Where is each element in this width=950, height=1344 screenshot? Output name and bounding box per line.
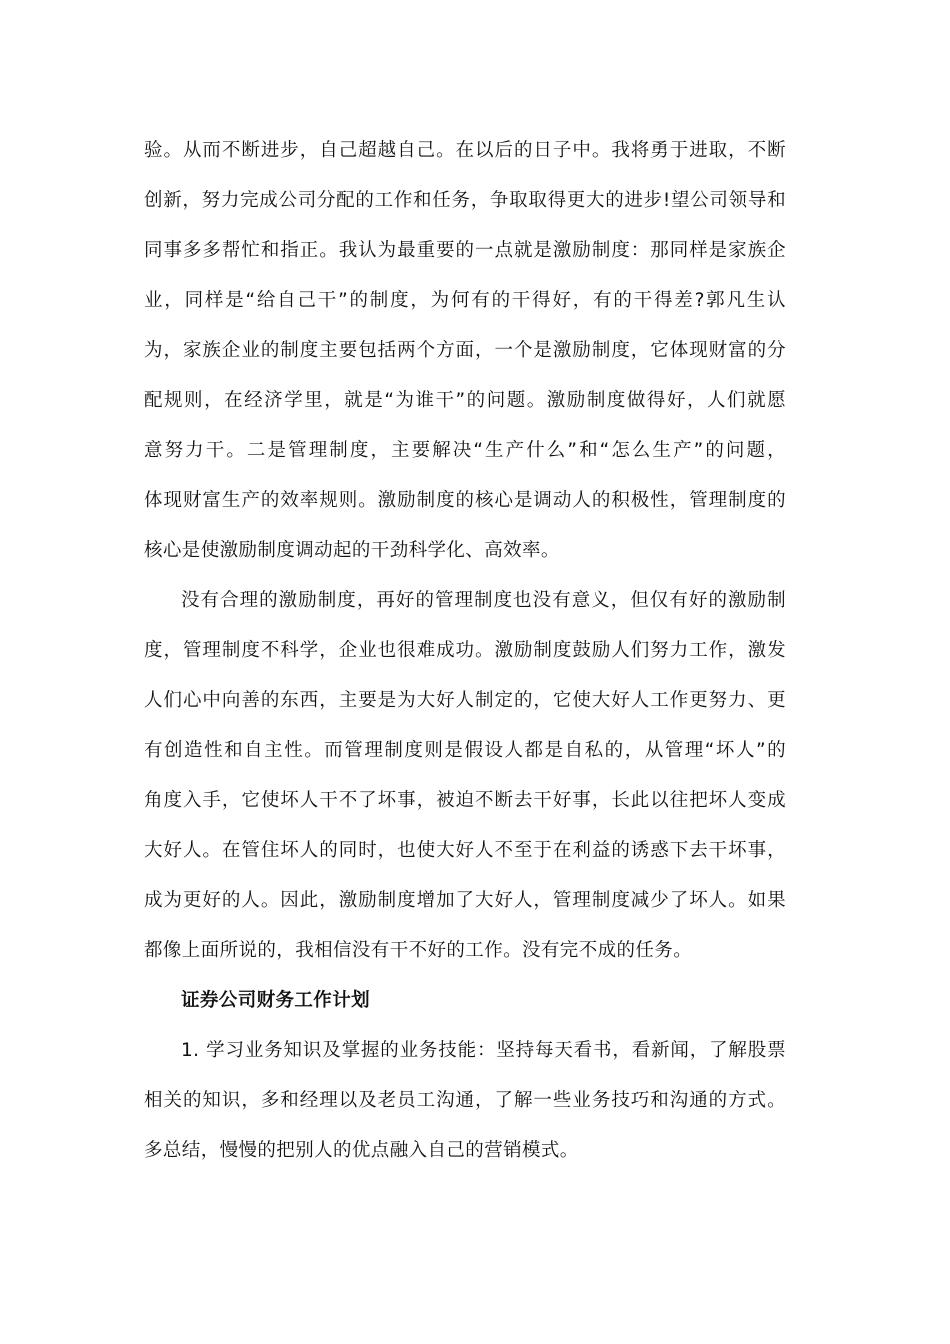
paragraph-line: 体现财富生产的效率规则。激励制度的核心是调动人的积极性，管理制度的	[144, 490, 786, 511]
paragraph-line: 多总结，慢慢的把别人的优点融入自己的营销模式。	[144, 1140, 579, 1161]
paragraph-line: 成为更好的人。因此，激励制度增加了大好人，管理制度减少了坏人。如果	[144, 890, 786, 911]
paragraph-line: 1. 学习业务知识及掌握的业务技能：坚持每天看书，看新闻，了解股票	[181, 1040, 786, 1061]
paragraph-line: 核心是使激励制度调动起的干劲科学化、高效率。	[144, 540, 560, 561]
paragraph-work-plan-item-1	[144, 1026, 786, 1176]
paragraph-line: 创新，努力完成公司分配的工作和任务，争取取得更大的进步!望公司领导和	[144, 190, 786, 211]
paragraph-line: 为，家族企业的制度主要包括两个方面，一个是激励制度，它体现财富的分	[144, 340, 786, 361]
paragraph-line: 同事多多帮忙和指正。我认为最重要的一点就是激励制度：那同样是家族企	[144, 240, 786, 261]
paragraph-line: 角度入手，它使坏人干不了坏事，被迫不断去干好事，长此以往把坏人变成	[144, 790, 786, 811]
paragraph-line: 意努力干。二是管理制度，主要解决“生产什么”和“怎么生产”的问题，	[144, 440, 786, 461]
paragraph-line: 人们心中向善的东西，主要是为大好人制定的，它使大好人工作更努力、更	[144, 690, 786, 711]
paragraph-line: 有创造性和自主性。而管理制度则是假设人都是自私的，从管理“坏人”的	[144, 740, 786, 761]
paragraph-line: 相关的知识，多和经理以及老员工沟通，了解一些业务技巧和沟通的方式。	[144, 1090, 786, 1111]
paragraph-line: 没有合理的激励制度，再好的管理制度也没有意义，但仅有好的激励制	[181, 590, 786, 611]
document-page	[144, 126, 786, 1176]
paragraph-line: 都像上面所说的，我相信没有干不好的工作。没有完不成的任务。	[144, 940, 693, 961]
section-heading: 证券公司财务工作计划	[181, 990, 371, 1011]
paragraph-line: 大好人。在管住坏人的同时，也使大好人不至于在利益的诱惑下去干坏事，	[144, 840, 786, 861]
paragraph-line: 度，管理制度不科学，企业也很难成功。激励制度鼓励人们努力工作，激发	[144, 640, 786, 661]
paragraph-incentive-intro	[144, 126, 786, 576]
paragraph-line: 配规则，在经济学里，就是“为谁干”的问题。激励制度做得好，人们就愿	[144, 390, 786, 411]
paragraph-incentive-management	[144, 576, 786, 976]
paragraph-line: 验。从而不断进步，自己超越自己。在以后的日子中。我将勇于进取，不断	[144, 140, 786, 161]
paragraph-line: 业，同样是“给自己干”的制度，为何有的干得好，有的干得差?郭凡生认	[144, 290, 786, 311]
